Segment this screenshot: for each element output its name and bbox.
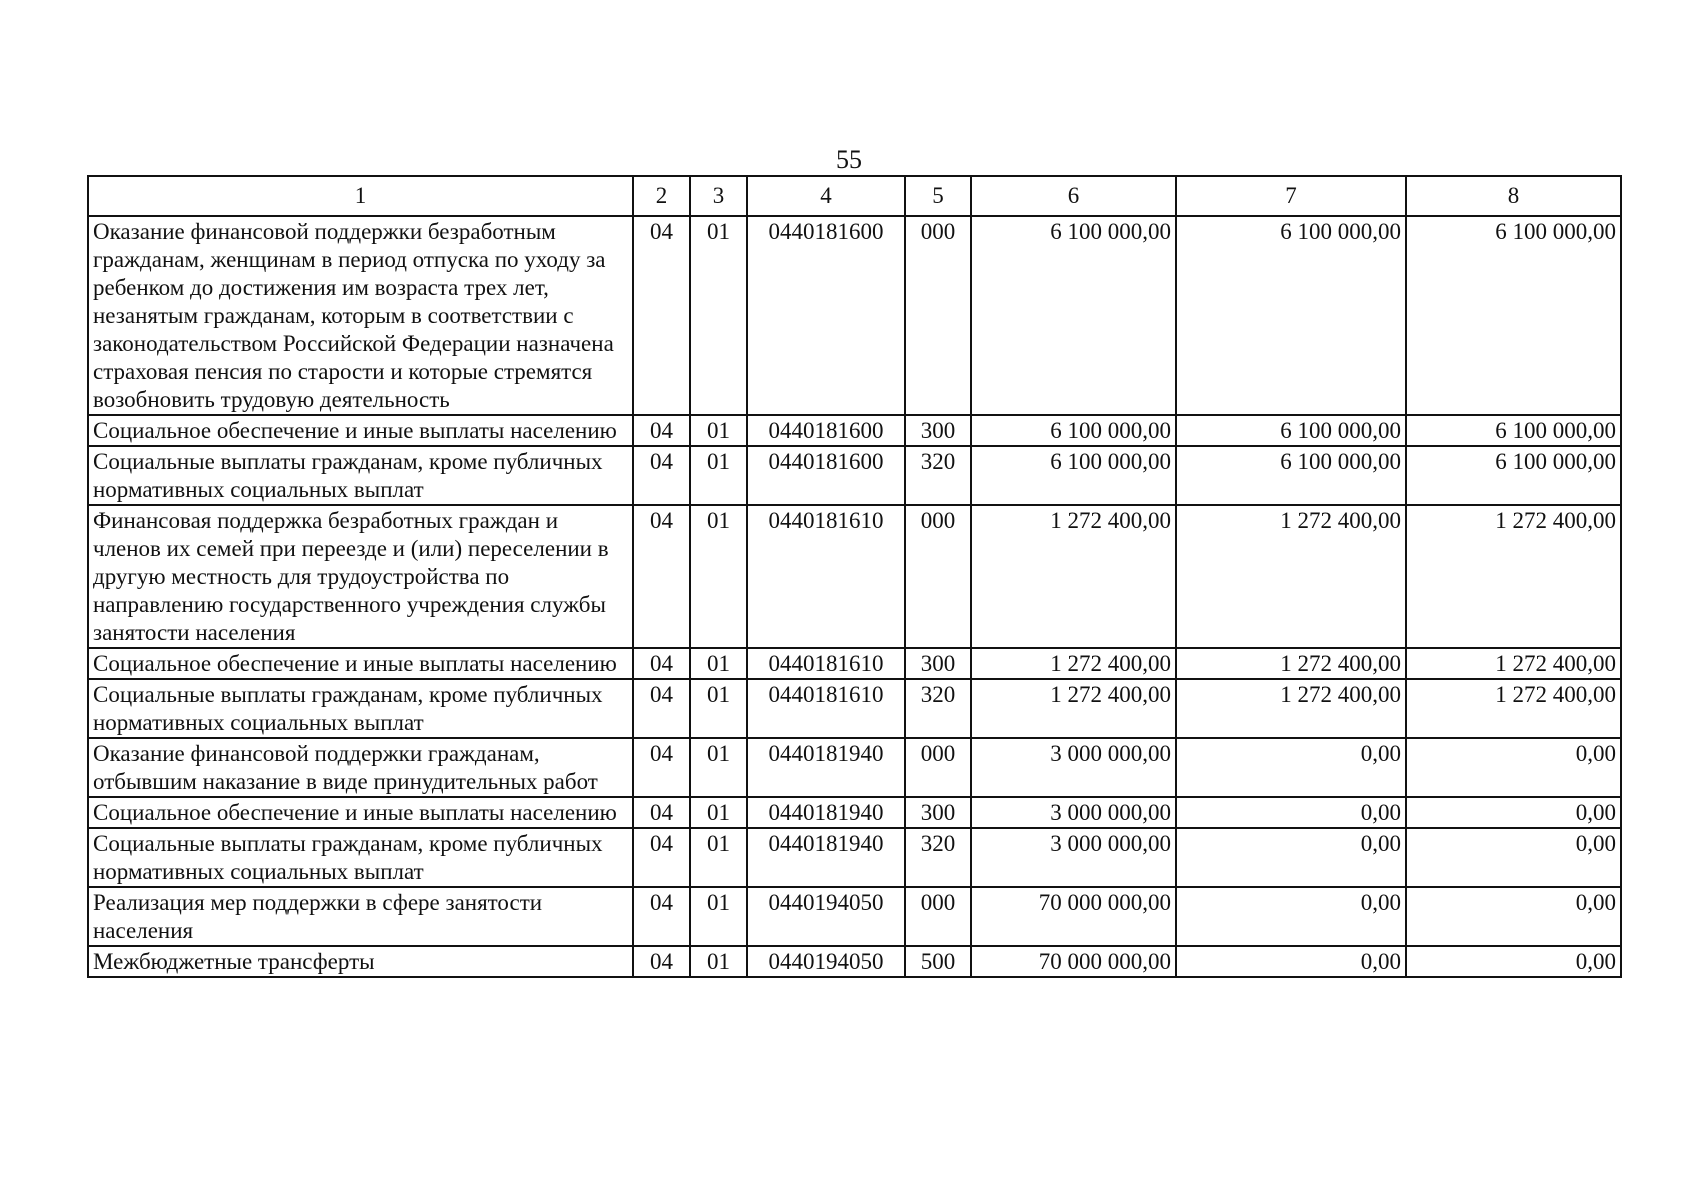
row-description: Социальное обеспечение и иные выплаты населению (88, 415, 633, 446)
table-row (88, 446, 1621, 505)
row-description: Финансовая поддержка безработных граждан и членов их семей при переезде и (или) переселении в другую местность для трудоустройства по направлению государственного учреждения службы занятости населения (88, 505, 633, 648)
row-col-3: 01 (690, 828, 747, 887)
row-col-2: 04 (633, 648, 690, 679)
row-col-5: 320 (905, 828, 971, 887)
header-row (88, 176, 1621, 216)
row-col-4: 0440181940 (747, 738, 905, 797)
row-col-7: 1 272 400,00 (1176, 648, 1406, 679)
header-col-1: 1 (88, 176, 633, 216)
table-row (88, 738, 1621, 797)
row-col-2: 04 (633, 679, 690, 738)
table-row (88, 946, 1621, 977)
header-col-3: 3 (690, 176, 747, 216)
row-description: Межбюджетные трансферты (88, 946, 633, 977)
row-description: Социальное обеспечение и иные выплаты населению (88, 797, 633, 828)
row-col-4: 0440181610 (747, 505, 905, 648)
header-col-5: 5 (905, 176, 971, 216)
row-col-3: 01 (690, 505, 747, 648)
row-col-7: 0,00 (1176, 887, 1406, 946)
row-col-4: 0440194050 (747, 887, 905, 946)
row-description: Реализация мер поддержки в сфере занятости населения (88, 887, 633, 946)
row-description: Социальные выплаты гражданам, кроме публичных нормативных социальных выплат (88, 446, 633, 505)
row-col-7: 1 272 400,00 (1176, 679, 1406, 738)
row-col-6: 70 000 000,00 (971, 887, 1176, 946)
row-col-2: 04 (633, 505, 690, 648)
header-col-8: 8 (1406, 176, 1621, 216)
row-col-3: 01 (690, 415, 747, 446)
row-col-8: 0,00 (1406, 797, 1621, 828)
table-row (88, 505, 1621, 648)
row-col-2: 04 (633, 887, 690, 946)
row-col-4: 0440181940 (747, 797, 905, 828)
row-col-7: 0,00 (1176, 946, 1406, 977)
row-col-5: 300 (905, 648, 971, 679)
row-col-7: 0,00 (1176, 828, 1406, 887)
row-col-5: 000 (905, 216, 971, 415)
row-col-5: 300 (905, 797, 971, 828)
row-col-7: 6 100 000,00 (1176, 415, 1406, 446)
row-col-2: 04 (633, 738, 690, 797)
row-col-5: 320 (905, 679, 971, 738)
row-col-6: 6 100 000,00 (971, 216, 1176, 415)
table-row (88, 887, 1621, 946)
row-col-5: 000 (905, 505, 971, 648)
row-col-6: 70 000 000,00 (971, 946, 1176, 977)
row-col-8: 0,00 (1406, 738, 1621, 797)
row-col-5: 000 (905, 887, 971, 946)
row-col-7: 0,00 (1176, 797, 1406, 828)
page-number: 55 (836, 145, 862, 174)
row-col-8: 6 100 000,00 (1406, 446, 1621, 505)
table-row (88, 828, 1621, 887)
row-col-6: 6 100 000,00 (971, 415, 1176, 446)
row-col-3: 01 (690, 738, 747, 797)
row-col-8: 0,00 (1406, 946, 1621, 977)
table-row (88, 648, 1621, 679)
row-col-3: 01 (690, 679, 747, 738)
budget-table (87, 175, 1622, 978)
row-col-2: 04 (633, 946, 690, 977)
row-col-6: 3 000 000,00 (971, 828, 1176, 887)
row-col-3: 01 (690, 797, 747, 828)
row-col-8: 6 100 000,00 (1406, 415, 1621, 446)
row-col-4: 0440181940 (747, 828, 905, 887)
row-col-3: 01 (690, 216, 747, 415)
row-col-2: 04 (633, 828, 690, 887)
row-col-4: 0440181610 (747, 648, 905, 679)
row-col-8: 0,00 (1406, 828, 1621, 887)
row-col-6: 1 272 400,00 (971, 679, 1176, 738)
table-row (88, 797, 1621, 828)
row-col-6: 3 000 000,00 (971, 738, 1176, 797)
table-row (88, 216, 1621, 415)
row-col-3: 01 (690, 648, 747, 679)
row-col-6: 1 272 400,00 (971, 648, 1176, 679)
row-col-6: 1 272 400,00 (971, 505, 1176, 648)
row-col-8: 6 100 000,00 (1406, 216, 1621, 415)
header-col-4: 4 (747, 176, 905, 216)
row-col-5: 000 (905, 738, 971, 797)
row-col-4: 0440181610 (747, 679, 905, 738)
row-col-7: 0,00 (1176, 738, 1406, 797)
row-col-8: 1 272 400,00 (1406, 679, 1621, 738)
row-col-5: 500 (905, 946, 971, 977)
row-col-4: 0440181600 (747, 446, 905, 505)
row-col-7: 6 100 000,00 (1176, 216, 1406, 415)
row-description: Оказание финансовой поддержки безработным гражданам, женщинам в период отпуска по уходу за ребенком до достижения им возраста трех лет, незанятым гражданам, которым в соответствии с законодательством Российской Федерации назначена страховая пенсия по старости и которые стремятся возобновить трудовую деятельность (88, 216, 633, 415)
row-col-4: 0440181600 (747, 415, 905, 446)
row-col-7: 1 272 400,00 (1176, 505, 1406, 648)
row-col-3: 01 (690, 946, 747, 977)
header-col-7: 7 (1176, 176, 1406, 216)
row-description: Социальные выплаты гражданам, кроме публичных нормативных социальных выплат (88, 828, 633, 887)
row-col-8: 1 272 400,00 (1406, 505, 1621, 648)
row-col-2: 04 (633, 797, 690, 828)
header-col-6: 6 (971, 176, 1176, 216)
row-col-7: 6 100 000,00 (1176, 446, 1406, 505)
row-col-5: 300 (905, 415, 971, 446)
row-col-5: 320 (905, 446, 971, 505)
row-col-8: 0,00 (1406, 887, 1621, 946)
row-col-2: 04 (633, 415, 690, 446)
row-description: Социальные выплаты гражданам, кроме публичных нормативных социальных выплат (88, 679, 633, 738)
row-col-8: 1 272 400,00 (1406, 648, 1621, 679)
header-col-2: 2 (633, 176, 690, 216)
row-col-4: 0440181600 (747, 216, 905, 415)
row-col-3: 01 (690, 887, 747, 946)
table-row (88, 415, 1621, 446)
row-col-6: 3 000 000,00 (971, 797, 1176, 828)
row-description: Оказание финансовой поддержки гражданам, отбывшим наказание в виде принудительных работ (88, 738, 633, 797)
row-col-4: 0440194050 (747, 946, 905, 977)
row-description: Социальное обеспечение и иные выплаты населению (88, 648, 633, 679)
row-col-3: 01 (690, 446, 747, 505)
row-col-2: 04 (633, 446, 690, 505)
row-col-6: 6 100 000,00 (971, 446, 1176, 505)
row-col-2: 04 (633, 216, 690, 415)
table-row (88, 679, 1621, 738)
